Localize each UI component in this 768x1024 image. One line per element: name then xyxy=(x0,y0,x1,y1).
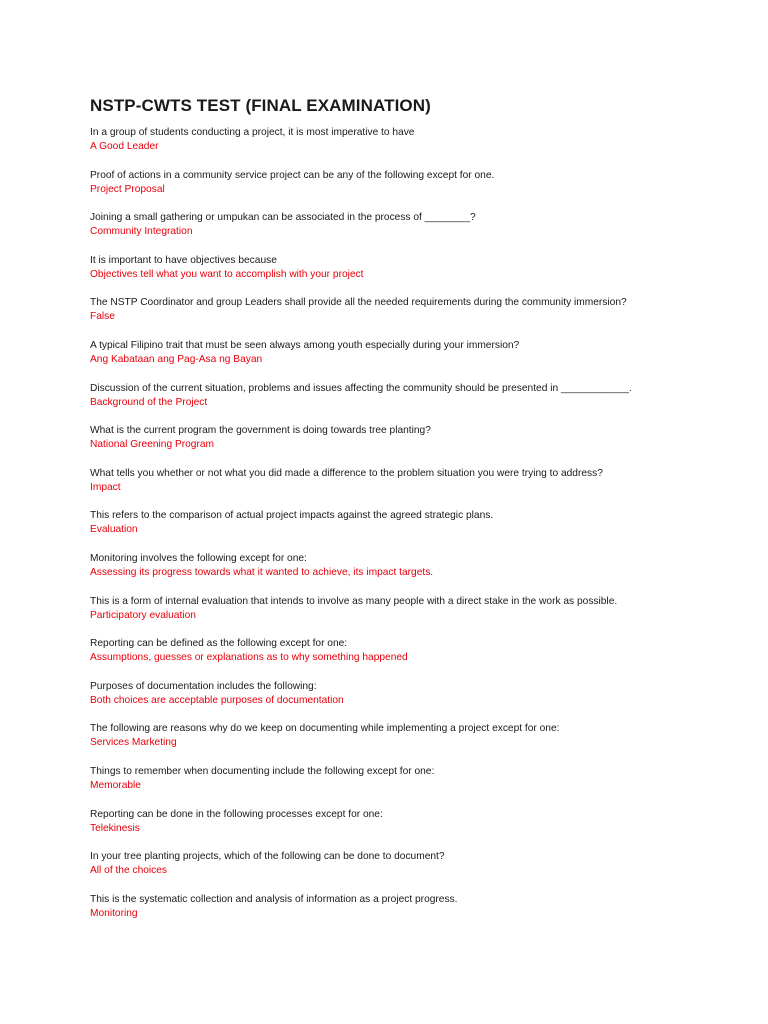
question-item xyxy=(90,595,750,623)
question-text: It is important to have objectives because xyxy=(90,254,277,266)
question-text: In a group of students conducting a project, it is most imperative to have xyxy=(90,127,415,138)
question-item xyxy=(90,169,750,197)
question-text: What is the current program the government is doing towards tree planting? xyxy=(90,425,431,437)
answer-text: Both choices are acceptable purposes of documentation xyxy=(90,694,344,706)
question-text: Discussion of the current situation, problems and issues affecting the community should be presented in ____________. xyxy=(90,382,632,394)
question-text: Purposes of documentation includes the following: xyxy=(90,680,317,692)
answer-text: All of the choices xyxy=(90,865,168,877)
question-text: This is a form of internal evaluation that intends to involve as many people with a direct stake in the work as possible. xyxy=(90,595,618,607)
answer-text: Services Marketing xyxy=(90,737,177,749)
answer-text: False xyxy=(90,311,115,323)
answer-text: Evaluation xyxy=(90,524,138,536)
answer-text: A Good Leader xyxy=(90,141,159,152)
question-item xyxy=(90,808,750,836)
answer-text: Monitoring xyxy=(90,907,138,919)
question-item xyxy=(90,637,750,665)
question-item xyxy=(90,296,750,324)
question-text: The NSTP Coordinator and group Leaders shall provide all the needed requirements during the community immersion? xyxy=(90,297,627,309)
question-text: In your tree planting projects, which of the following can be done to document? xyxy=(90,851,445,863)
answer-text: Ang Kabataan ang Pag-Asa ng Bayan xyxy=(90,353,263,365)
question-text: What tells you whether or not what you did made a difference to the problem situation you were trying to address? xyxy=(90,467,603,479)
answer-text: Background of the Project xyxy=(90,396,208,408)
question-text: Proof of actions in a community service project can be any of the following except for one. xyxy=(90,169,495,181)
answer-text: Participatory evaluation xyxy=(90,609,196,621)
question-item xyxy=(90,765,750,793)
question-text: This is the systematic collection and analysis of information as a project progress. xyxy=(90,893,458,905)
question-item xyxy=(90,339,750,367)
answer-text: National Greening Program xyxy=(90,439,215,451)
question-item xyxy=(90,424,750,452)
question-text: Reporting can be done in the following processes except for one: xyxy=(90,808,383,820)
answer-text: Assessing its progress towards what it wanted to achieve, its impact targets. xyxy=(90,566,434,578)
answer-text: Memorable xyxy=(90,779,141,791)
question-item xyxy=(90,211,750,239)
answer-text: Assumptions, guesses or explanations as to why something happened xyxy=(90,652,408,664)
question-text: Joining a small gathering or umpukan can be associated in the process of ________? xyxy=(90,212,476,224)
question-text: Things to remember when documenting include the following except for one: xyxy=(90,765,435,777)
question-text: Monitoring involves the following except for one: xyxy=(90,552,307,564)
question-item xyxy=(90,680,750,708)
page-title: NSTP-CWTS TEST (FINAL EXAMINATION) xyxy=(90,96,431,115)
question-item xyxy=(90,893,750,921)
document-page xyxy=(90,95,750,935)
answer-text: Project Proposal xyxy=(90,183,165,195)
question-item xyxy=(90,467,750,495)
question-text: A typical Filipino trait that must be seen always among youth especially during your immersion? xyxy=(90,339,520,351)
question-item xyxy=(90,126,750,154)
question-item xyxy=(90,509,750,537)
answer-text: Community Integration xyxy=(90,226,193,238)
question-text: This refers to the comparison of actual project impacts against the agreed strategic plans. xyxy=(90,510,494,522)
question-item xyxy=(90,722,750,750)
question-item xyxy=(90,254,750,282)
question-item xyxy=(90,382,750,410)
answer-text: Objectives tell what you want to accomplish with your project xyxy=(90,268,364,280)
question-item xyxy=(90,850,750,878)
question-text: Reporting can be defined as the following except for one: xyxy=(90,638,348,650)
question-item xyxy=(90,552,750,580)
question-list xyxy=(90,126,750,921)
answer-text: Impact xyxy=(90,481,121,493)
answer-text: Telekinesis xyxy=(90,822,140,834)
question-text: The following are reasons why do we keep on documenting while implementing a project except for one: xyxy=(90,723,560,735)
